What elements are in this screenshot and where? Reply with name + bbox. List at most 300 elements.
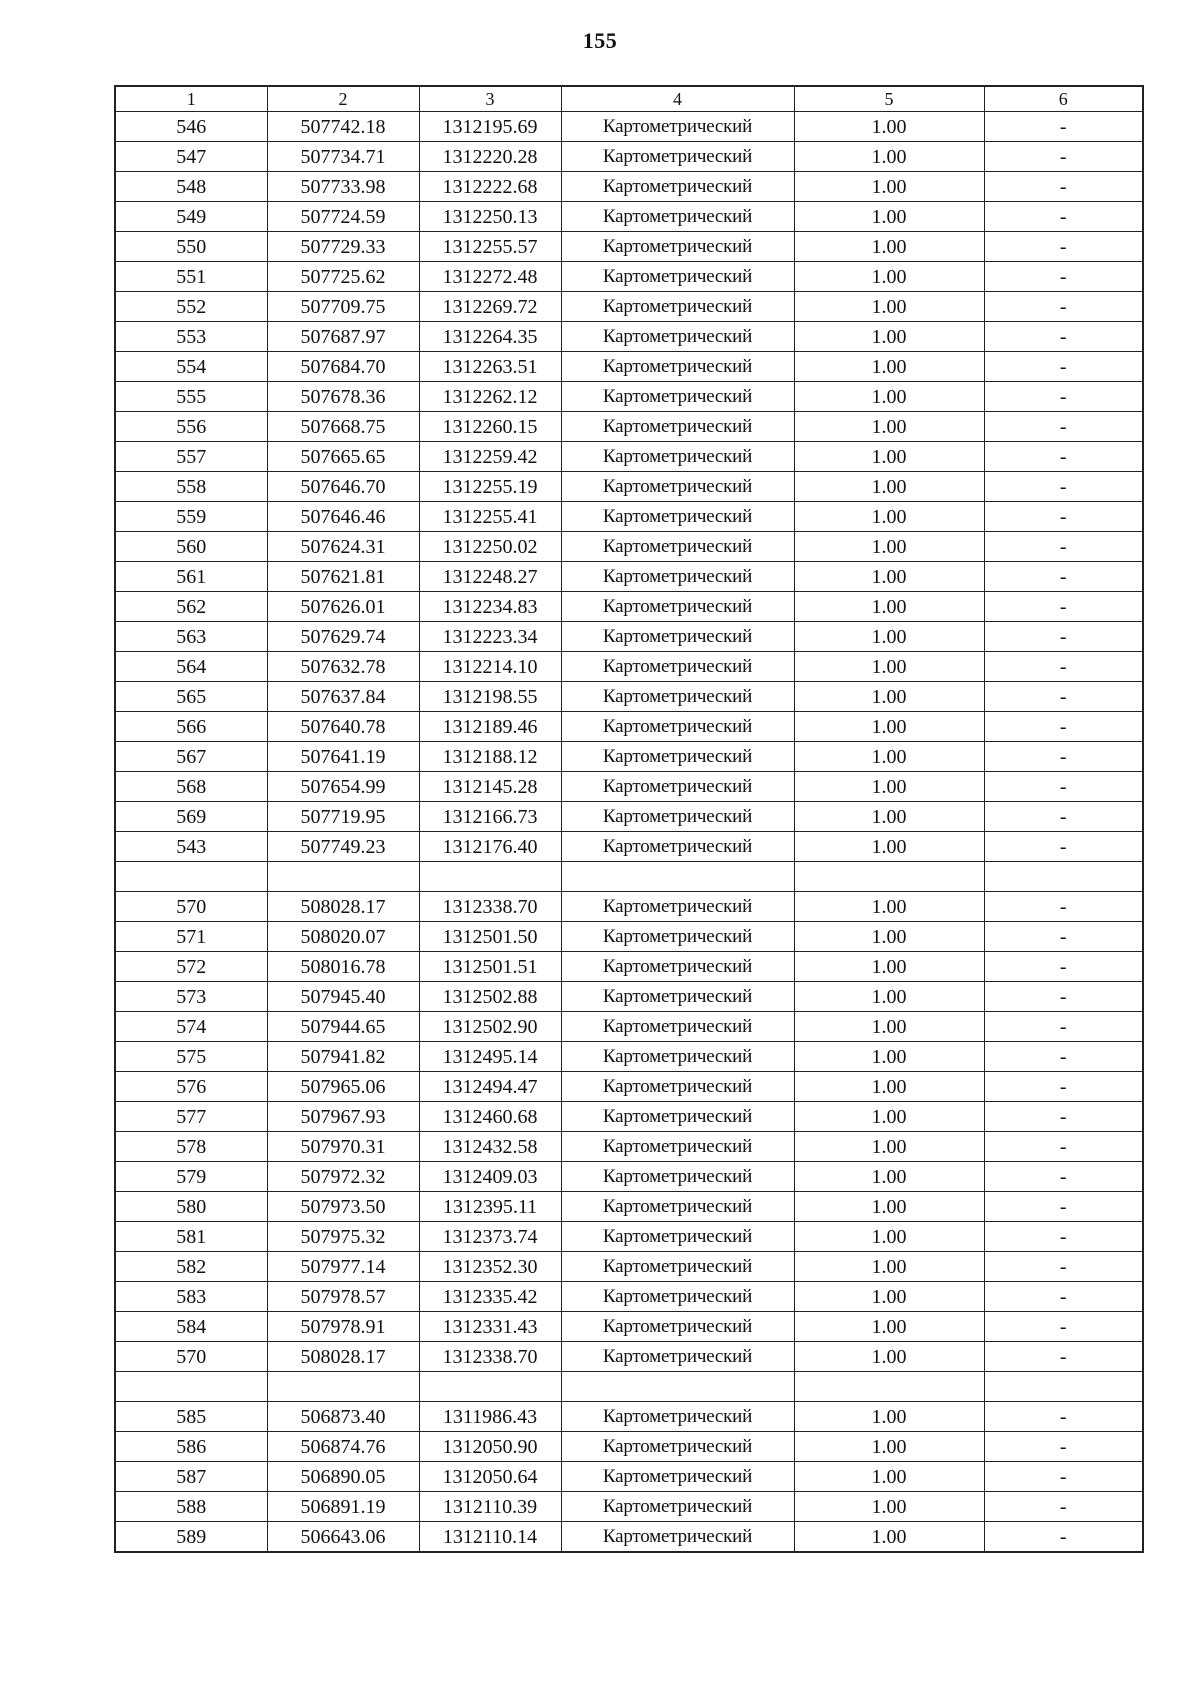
description-cell: - (984, 652, 1143, 682)
accuracy-cell: 1.00 (794, 922, 984, 952)
y-coordinate-cell: 1312110.39 (419, 1492, 561, 1522)
accuracy-cell: 1.00 (794, 1012, 984, 1042)
description-cell: - (984, 472, 1143, 502)
x-coordinate-cell: 507678.36 (267, 382, 419, 412)
description-cell: - (984, 172, 1143, 202)
method-cell: Картометрический (561, 772, 794, 802)
description-cell: - (984, 832, 1143, 862)
description-cell: - (984, 112, 1143, 142)
y-coordinate-cell: 1312188.12 (419, 742, 561, 772)
accuracy-cell: 1.00 (794, 742, 984, 772)
table-row (115, 652, 1143, 682)
method-cell: Картометрический (561, 1522, 794, 1553)
accuracy-cell: 1.00 (794, 1522, 984, 1553)
method-cell: Картометрический (561, 202, 794, 232)
method-cell: Картометрический (561, 382, 794, 412)
description-cell: - (984, 142, 1143, 172)
description-cell: - (984, 622, 1143, 652)
y-coordinate-cell: 1312260.15 (419, 412, 561, 442)
point-number-cell: 565 (115, 682, 267, 712)
table-row (115, 112, 1143, 142)
y-coordinate-cell: 1312050.90 (419, 1432, 561, 1462)
method-cell: Картометрический (561, 682, 794, 712)
x-coordinate-cell: 507965.06 (267, 1072, 419, 1102)
table-row (115, 292, 1143, 322)
accuracy-cell: 1.00 (794, 202, 984, 232)
accuracy-cell: 1.00 (794, 832, 984, 862)
method-cell: Картометрический (561, 802, 794, 832)
table-row (115, 202, 1143, 232)
table-row (115, 1372, 1143, 1402)
accuracy-cell: 1.00 (794, 952, 984, 982)
method-cell: Картометрический (561, 892, 794, 922)
y-coordinate-cell: 1312262.12 (419, 382, 561, 412)
x-coordinate-cell: 508028.17 (267, 1342, 419, 1372)
description-cell: - (984, 1192, 1143, 1222)
accuracy-cell: 1.00 (794, 562, 984, 592)
table-row (115, 502, 1143, 532)
table-row (115, 592, 1143, 622)
description-cell: - (984, 1522, 1143, 1553)
x-coordinate-cell: 507972.32 (267, 1162, 419, 1192)
y-coordinate-cell: 1312176.40 (419, 832, 561, 862)
accuracy-cell: 1.00 (794, 382, 984, 412)
description-cell: - (984, 1342, 1143, 1372)
x-coordinate-cell (267, 862, 419, 892)
method-cell: Картометрический (561, 112, 794, 142)
table-row (115, 922, 1143, 952)
point-number-cell: 581 (115, 1222, 267, 1252)
y-coordinate-cell: 1312250.13 (419, 202, 561, 232)
table-row (115, 1222, 1143, 1252)
method-cell: Картометрический (561, 1162, 794, 1192)
table-row (115, 772, 1143, 802)
point-number-cell: 572 (115, 952, 267, 982)
point-number-cell: 583 (115, 1282, 267, 1312)
point-number-cell: 550 (115, 232, 267, 262)
x-coordinate-cell: 506874.76 (267, 1432, 419, 1462)
y-coordinate-cell: 1312250.02 (419, 532, 561, 562)
method-cell: Картометрический (561, 1492, 794, 1522)
description-cell: - (984, 802, 1143, 832)
y-coordinate-cell: 1312409.03 (419, 1162, 561, 1192)
x-coordinate-cell: 508016.78 (267, 952, 419, 982)
x-coordinate-cell: 507668.75 (267, 412, 419, 442)
y-coordinate-cell: 1312460.68 (419, 1102, 561, 1132)
table-row (115, 862, 1143, 892)
point-number-cell: 564 (115, 652, 267, 682)
accuracy-cell: 1.00 (794, 1192, 984, 1222)
y-coordinate-cell: 1312259.42 (419, 442, 561, 472)
x-coordinate-cell: 507975.32 (267, 1222, 419, 1252)
table-row (115, 1282, 1143, 1312)
x-coordinate-cell: 507742.18 (267, 112, 419, 142)
table-row (115, 1492, 1143, 1522)
table-row (115, 142, 1143, 172)
method-cell (561, 862, 794, 892)
point-number-cell: 586 (115, 1432, 267, 1462)
description-cell: - (984, 202, 1143, 232)
description-cell: - (984, 1012, 1143, 1042)
point-number-cell: 575 (115, 1042, 267, 1072)
accuracy-cell: 1.00 (794, 892, 984, 922)
y-coordinate-cell: 1312234.83 (419, 592, 561, 622)
point-number-cell: 578 (115, 1132, 267, 1162)
description-cell: - (984, 232, 1143, 262)
x-coordinate-cell: 507687.97 (267, 322, 419, 352)
point-number-cell: 567 (115, 742, 267, 772)
table-row (115, 1162, 1143, 1192)
x-coordinate-cell: 507684.70 (267, 352, 419, 382)
point-number-cell: 568 (115, 772, 267, 802)
description-cell: - (984, 712, 1143, 742)
description-cell (984, 862, 1143, 892)
accuracy-cell: 1.00 (794, 232, 984, 262)
method-cell: Картометрический (561, 1252, 794, 1282)
accuracy-cell: 1.00 (794, 322, 984, 352)
table-row (115, 442, 1143, 472)
description-cell: - (984, 502, 1143, 532)
x-coordinate-cell: 507724.59 (267, 202, 419, 232)
accuracy-cell: 1.00 (794, 442, 984, 472)
table-body (115, 112, 1143, 1553)
accuracy-cell: 1.00 (794, 112, 984, 142)
table-row (115, 1342, 1143, 1372)
description-cell: - (984, 382, 1143, 412)
table-row (115, 682, 1143, 712)
accuracy-cell: 1.00 (794, 472, 984, 502)
description-cell: - (984, 772, 1143, 802)
accuracy-cell: 1.00 (794, 1462, 984, 1492)
x-coordinate-cell (267, 1372, 419, 1402)
table-row (115, 832, 1143, 862)
x-coordinate-cell: 506873.40 (267, 1402, 419, 1432)
description-cell: - (984, 1042, 1143, 1072)
table-row (115, 532, 1143, 562)
method-cell: Картометрический (561, 1222, 794, 1252)
accuracy-cell: 1.00 (794, 412, 984, 442)
y-coordinate-cell: 1312272.48 (419, 262, 561, 292)
point-number-cell: 548 (115, 172, 267, 202)
description-cell: - (984, 742, 1143, 772)
point-number-cell (115, 862, 267, 892)
y-coordinate-cell: 1312189.46 (419, 712, 561, 742)
x-coordinate-cell: 506891.19 (267, 1492, 419, 1522)
method-cell: Картометрический (561, 1072, 794, 1102)
point-number-cell: 569 (115, 802, 267, 832)
y-coordinate-cell: 1312269.72 (419, 292, 561, 322)
x-coordinate-cell: 507632.78 (267, 652, 419, 682)
x-coordinate-cell: 507640.78 (267, 712, 419, 742)
description-cell: - (984, 1072, 1143, 1102)
y-coordinate-cell: 1312220.28 (419, 142, 561, 172)
column-header-x: 2 (267, 86, 419, 112)
point-number-cell: 549 (115, 202, 267, 232)
x-coordinate-cell: 507945.40 (267, 982, 419, 1012)
accuracy-cell: 1.00 (794, 1492, 984, 1522)
x-coordinate-cell: 507978.91 (267, 1312, 419, 1342)
point-number-cell: 582 (115, 1252, 267, 1282)
point-number-cell: 562 (115, 592, 267, 622)
y-coordinate-cell: 1312255.57 (419, 232, 561, 262)
method-cell: Картометрический (561, 442, 794, 472)
description-cell: - (984, 442, 1143, 472)
column-header-accuracy: 5 (794, 86, 984, 112)
x-coordinate-cell: 508020.07 (267, 922, 419, 952)
accuracy-cell: 1.00 (794, 1222, 984, 1252)
point-number-cell: 556 (115, 412, 267, 442)
method-cell: Картометрический (561, 292, 794, 322)
y-coordinate-cell: 1312338.70 (419, 892, 561, 922)
method-cell: Картометрический (561, 952, 794, 982)
y-coordinate-cell: 1312110.14 (419, 1522, 561, 1553)
method-cell: Картометрический (561, 1102, 794, 1132)
point-number-cell (115, 1372, 267, 1402)
description-cell: - (984, 1492, 1143, 1522)
y-coordinate-cell: 1312335.42 (419, 1282, 561, 1312)
x-coordinate-cell: 506643.06 (267, 1522, 419, 1553)
accuracy-cell: 1.00 (794, 262, 984, 292)
description-cell: - (984, 1132, 1143, 1162)
y-coordinate-cell (419, 862, 561, 892)
table-row (115, 712, 1143, 742)
y-coordinate-cell: 1312502.90 (419, 1012, 561, 1042)
accuracy-cell: 1.00 (794, 592, 984, 622)
column-header-point-number: 1 (115, 86, 267, 112)
description-cell: - (984, 1432, 1143, 1462)
point-number-cell: 557 (115, 442, 267, 472)
description-cell: - (984, 1222, 1143, 1252)
point-number-cell: 566 (115, 712, 267, 742)
table-row (115, 1312, 1143, 1342)
table-row (115, 382, 1143, 412)
y-coordinate-cell: 1312264.35 (419, 322, 561, 352)
accuracy-cell: 1.00 (794, 802, 984, 832)
point-number-cell: 580 (115, 1192, 267, 1222)
method-cell: Картометрический (561, 1402, 794, 1432)
description-cell: - (984, 892, 1143, 922)
y-coordinate-cell: 1312352.30 (419, 1252, 561, 1282)
method-cell: Картометрический (561, 832, 794, 862)
table-row (115, 1012, 1143, 1042)
table-row (115, 742, 1143, 772)
y-coordinate-cell: 1312494.47 (419, 1072, 561, 1102)
page-number: 155 (582, 28, 618, 53)
accuracy-cell: 1.00 (794, 652, 984, 682)
description-cell: - (984, 1462, 1143, 1492)
accuracy-cell: 1.00 (794, 1162, 984, 1192)
method-cell: Картометрический (561, 922, 794, 952)
description-cell: - (984, 322, 1143, 352)
x-coordinate-cell: 507646.46 (267, 502, 419, 532)
method-cell: Картометрический (561, 1312, 794, 1342)
description-cell: - (984, 1162, 1143, 1192)
description-cell: - (984, 1402, 1143, 1432)
table-row (115, 472, 1143, 502)
y-coordinate-cell: 1312248.27 (419, 562, 561, 592)
x-coordinate-cell: 507641.19 (267, 742, 419, 772)
accuracy-cell: 1.00 (794, 1252, 984, 1282)
y-coordinate-cell: 1312432.58 (419, 1132, 561, 1162)
method-cell: Картометрический (561, 232, 794, 262)
accuracy-cell: 1.00 (794, 1072, 984, 1102)
y-coordinate-cell: 1312145.28 (419, 772, 561, 802)
description-cell: - (984, 982, 1143, 1012)
y-coordinate-cell: 1312338.70 (419, 1342, 561, 1372)
y-coordinate-cell: 1312395.11 (419, 1192, 561, 1222)
description-cell: - (984, 1102, 1143, 1132)
table-row (115, 352, 1143, 382)
point-number-cell: 554 (115, 352, 267, 382)
point-number-cell: 560 (115, 532, 267, 562)
y-coordinate-cell: 1312501.51 (419, 952, 561, 982)
y-coordinate-cell: 1312501.50 (419, 922, 561, 952)
accuracy-cell: 1.00 (794, 1282, 984, 1312)
description-cell: - (984, 922, 1143, 952)
x-coordinate-cell: 507749.23 (267, 832, 419, 862)
point-number-cell: 553 (115, 322, 267, 352)
y-coordinate-cell: 1312214.10 (419, 652, 561, 682)
accuracy-cell: 1.00 (794, 292, 984, 322)
point-number-cell: 558 (115, 472, 267, 502)
y-coordinate-cell: 1312198.55 (419, 682, 561, 712)
table-row (115, 262, 1143, 292)
method-cell: Картометрический (561, 982, 794, 1012)
table-row (115, 1402, 1143, 1432)
accuracy-cell: 1.00 (794, 1342, 984, 1372)
y-coordinate-cell: 1312222.68 (419, 172, 561, 202)
x-coordinate-cell: 508028.17 (267, 892, 419, 922)
accuracy-cell: 1.00 (794, 772, 984, 802)
point-number-cell: 584 (115, 1312, 267, 1342)
method-cell: Картометрический (561, 712, 794, 742)
description-cell: - (984, 682, 1143, 712)
x-coordinate-cell: 507944.65 (267, 1012, 419, 1042)
method-cell: Картометрический (561, 1012, 794, 1042)
method-cell: Картометрический (561, 532, 794, 562)
table-row (115, 1252, 1143, 1282)
method-cell: Картометрический (561, 1432, 794, 1462)
accuracy-cell: 1.00 (794, 1102, 984, 1132)
y-coordinate-cell: 1312331.43 (419, 1312, 561, 1342)
y-coordinate-cell: 1312373.74 (419, 1222, 561, 1252)
accuracy-cell: 1.00 (794, 622, 984, 652)
coordinates-table (114, 85, 1144, 1553)
y-coordinate-cell (419, 1372, 561, 1402)
y-coordinate-cell: 1312255.41 (419, 502, 561, 532)
accuracy-cell: 1.00 (794, 352, 984, 382)
description-cell: - (984, 532, 1143, 562)
x-coordinate-cell: 507665.65 (267, 442, 419, 472)
method-cell: Картометрический (561, 322, 794, 352)
table-row (115, 982, 1143, 1012)
table-row (115, 1132, 1143, 1162)
table-row (115, 892, 1143, 922)
y-coordinate-cell: 1311986.43 (419, 1402, 561, 1432)
table-row (115, 232, 1143, 262)
accuracy-cell: 1.00 (794, 1432, 984, 1462)
table-row (115, 1192, 1143, 1222)
method-cell: Картометрический (561, 1042, 794, 1072)
x-coordinate-cell: 507709.75 (267, 292, 419, 322)
column-header-method: 4 (561, 86, 794, 112)
y-coordinate-cell: 1312263.51 (419, 352, 561, 382)
accuracy-cell: 1.00 (794, 532, 984, 562)
description-cell: - (984, 562, 1143, 592)
y-coordinate-cell: 1312223.34 (419, 622, 561, 652)
x-coordinate-cell: 507941.82 (267, 1042, 419, 1072)
point-number-cell: 547 (115, 142, 267, 172)
accuracy-cell: 1.00 (794, 502, 984, 532)
x-coordinate-cell: 507629.74 (267, 622, 419, 652)
x-coordinate-cell: 506890.05 (267, 1462, 419, 1492)
method-cell: Картометрический (561, 622, 794, 652)
method-cell: Картометрический (561, 142, 794, 172)
method-cell: Картометрический (561, 1282, 794, 1312)
method-cell: Картометрический (561, 502, 794, 532)
table-row (115, 1042, 1143, 1072)
method-cell: Картометрический (561, 172, 794, 202)
point-number-cell: 585 (115, 1402, 267, 1432)
table-row (115, 562, 1143, 592)
point-number-cell: 570 (115, 892, 267, 922)
x-coordinate-cell: 507967.93 (267, 1102, 419, 1132)
description-cell: - (984, 412, 1143, 442)
description-cell: - (984, 352, 1143, 382)
table-row (115, 802, 1143, 832)
x-coordinate-cell: 507624.31 (267, 532, 419, 562)
point-number-cell: 579 (115, 1162, 267, 1192)
x-coordinate-cell: 507973.50 (267, 1192, 419, 1222)
method-cell: Картометрический (561, 562, 794, 592)
accuracy-cell: 1.00 (794, 1402, 984, 1432)
description-cell: - (984, 1252, 1143, 1282)
point-number-cell: 561 (115, 562, 267, 592)
x-coordinate-cell: 507646.70 (267, 472, 419, 502)
y-coordinate-cell: 1312195.69 (419, 112, 561, 142)
point-number-cell: 589 (115, 1522, 267, 1553)
x-coordinate-cell: 507637.84 (267, 682, 419, 712)
point-number-cell: 551 (115, 262, 267, 292)
table-header-row (115, 86, 1143, 112)
point-number-cell: 552 (115, 292, 267, 322)
description-cell: - (984, 292, 1143, 322)
point-number-cell: 571 (115, 922, 267, 952)
accuracy-cell: 1.00 (794, 1042, 984, 1072)
column-header-y: 3 (419, 86, 561, 112)
method-cell (561, 1372, 794, 1402)
description-cell: - (984, 1312, 1143, 1342)
table-row (115, 952, 1143, 982)
x-coordinate-cell: 507719.95 (267, 802, 419, 832)
method-cell: Картометрический (561, 262, 794, 292)
x-coordinate-cell: 507621.81 (267, 562, 419, 592)
accuracy-cell: 1.00 (794, 982, 984, 1012)
method-cell: Картометрический (561, 742, 794, 772)
y-coordinate-cell: 1312502.88 (419, 982, 561, 1012)
method-cell: Картометрический (561, 412, 794, 442)
point-number-cell: 576 (115, 1072, 267, 1102)
point-number-cell: 555 (115, 382, 267, 412)
table-row (115, 322, 1143, 352)
table-row (115, 1072, 1143, 1102)
column-header-description: 6 (984, 86, 1143, 112)
method-cell: Картометрический (561, 1192, 794, 1222)
x-coordinate-cell: 507729.33 (267, 232, 419, 262)
point-number-cell: 563 (115, 622, 267, 652)
y-coordinate-cell: 1312050.64 (419, 1462, 561, 1492)
table-row (115, 1522, 1143, 1553)
